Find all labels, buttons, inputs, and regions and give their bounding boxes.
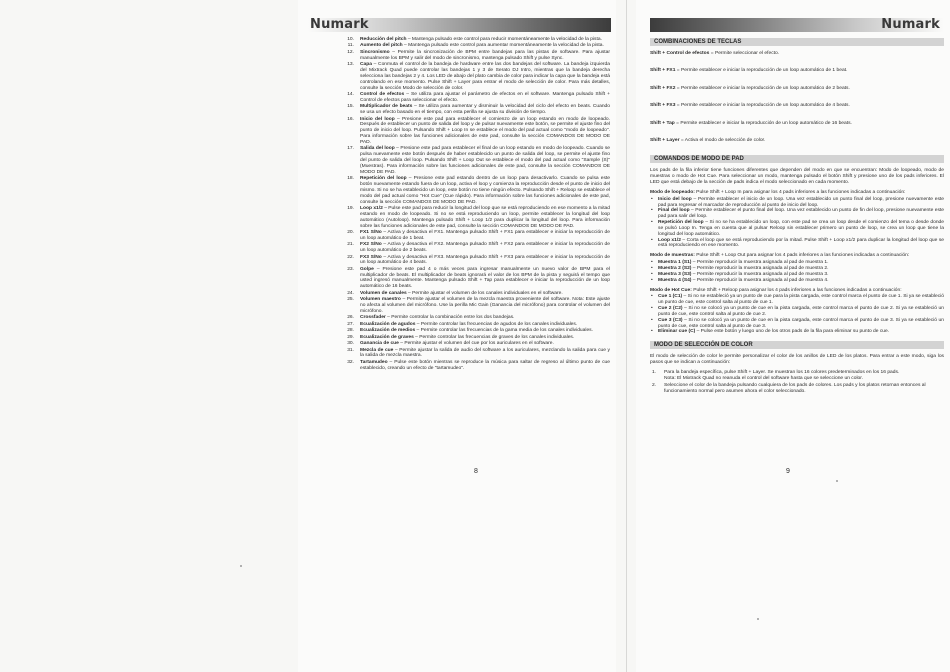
control-item bbox=[338, 37, 610, 43]
pad-function-text: – Permite reproducir la muestra asignada al pad de muestra 2. bbox=[691, 266, 829, 271]
pad-mode-name: Modo de Hot Cue: bbox=[650, 287, 692, 293]
item-title: Ganancia de cue bbox=[360, 341, 399, 347]
item-number: 27. bbox=[347, 321, 354, 327]
item-number: 26. bbox=[347, 315, 354, 321]
right-page bbox=[636, 0, 950, 672]
key-combo-row bbox=[650, 103, 944, 109]
item-text: – Presione este pad para establecer el final de un loop estando en modo de loopeado. Cuando se pulsa nuevamente este botón después de haber establecido un punto de salida del loop, se permite el ajuste fino del punto de salida del loop. Pulsando Shift + Loop Out se establece el modo del pad actual como "Sample (S)" (Muestras). Para información sobre las funciones adicionales de este pad, consulte la sección COMANDOS DE MODO DE PAD. bbox=[360, 146, 610, 175]
section-heading-combos: COMBINACIONES DE TECLAS bbox=[650, 38, 944, 46]
pad-function-text: – Corta el loop que se está reproduciendo por la mitad. Pulse Shift + Loop x1/2 para duplicar la longitud del loop que se está reproduciendo en ese momento. bbox=[658, 237, 945, 249]
page-number: 9 bbox=[786, 468, 790, 475]
item-number: 20. bbox=[347, 229, 354, 235]
pad-function-bullet bbox=[650, 208, 944, 220]
key-combo-text: = Permite establecer e iniciar la reproducción de un loop automático de 2 beats. bbox=[675, 85, 850, 91]
control-item bbox=[338, 315, 610, 321]
item-title: Volumen maestro bbox=[360, 297, 401, 303]
pad-function-name: Eliminar cue (C) bbox=[658, 329, 696, 335]
bullet-icon: • bbox=[651, 329, 653, 335]
pad-function-name: Repetición del loop bbox=[658, 220, 704, 226]
pad-function-text: – Si no se colocó ya un punto de cue en la pista cargada, este control marca el punto de cue 3. Si ya se estableció un punto de cue, este control salta al punto de cue 3. bbox=[658, 317, 944, 329]
bullet-icon: • bbox=[651, 277, 653, 283]
control-item bbox=[338, 341, 610, 347]
bullet-icon: • bbox=[651, 266, 653, 271]
item-title: Multiplicador de beats bbox=[360, 104, 413, 110]
key-combo-keys: Shift + Control de efectos bbox=[650, 51, 710, 56]
bullet-icon: • bbox=[651, 294, 653, 300]
control-item bbox=[338, 146, 610, 175]
control-item bbox=[338, 62, 610, 91]
item-text: – Activa y desactiva el FX3. Mantenga pulsado Shift + FX3 para establecer e iniciar la reproducción de un loop automático de 4 beats. bbox=[360, 254, 610, 266]
pad-function-text: – Permite reproducir la muestra asignada al pad de muestra 1. bbox=[691, 260, 829, 266]
control-item bbox=[338, 50, 610, 62]
key-combo-row bbox=[650, 121, 944, 127]
paper-speck bbox=[836, 480, 838, 482]
control-descriptions-list bbox=[338, 37, 610, 372]
pad-mode-lead bbox=[650, 288, 944, 294]
pad-function-bullet bbox=[650, 294, 944, 306]
item-title: Crossfader bbox=[360, 315, 386, 321]
item-number: 14. bbox=[347, 91, 354, 97]
pad-function-bullet bbox=[650, 318, 944, 330]
item-title: Mezcla de cue bbox=[360, 347, 394, 353]
item-title: Repetición del loop bbox=[360, 176, 407, 182]
step-note: Nota: El Mixtrack Quad no reanuda el control del software hasta que se seleccione un color. bbox=[664, 375, 863, 381]
item-number: 21. bbox=[347, 242, 354, 248]
bullet-icon: • bbox=[651, 196, 653, 202]
pad-function-name: Inicio del loop bbox=[658, 196, 692, 202]
item-text: – Permite la sincronización de BPM entre bandejas para las pistas de software. Para ajustar manualmente los BPM y salir del modo de sincronismo, mantenga pulsado Shift y pulse Sync. bbox=[360, 49, 610, 61]
item-title: FX3 S/No bbox=[360, 254, 382, 260]
key-combo-text: = Permite establecer e iniciar la reproducción de un loop automático de 16 beats. bbox=[674, 120, 852, 126]
color-step bbox=[650, 370, 944, 382]
item-text: – Permite controlar las frecuencias de graves de los canales individuales. bbox=[413, 334, 575, 340]
page-header-bar bbox=[650, 18, 944, 32]
pad-function-text: – Permite reproducir la muestra asignada al pad de muestra 3. bbox=[691, 271, 829, 277]
bullet-icon: • bbox=[651, 220, 653, 226]
pad-modes-block bbox=[650, 190, 944, 335]
key-combo-text: = Permite establecer e iniciar la reproducción de un loop automático de 4 beats. bbox=[675, 103, 850, 109]
pad-function-name: Loop x1/2 bbox=[658, 237, 681, 243]
item-number: 31. bbox=[347, 347, 354, 353]
pad-function-bullet bbox=[650, 329, 944, 335]
key-combo-keys: Shift + FX1 bbox=[650, 68, 676, 74]
item-text: – Pulse este pad para reducir la longitud del loop que se está reproduciendo en ese momento a la mitad estando en modo de loopeado. Si no se está reproduciendo un loop, permite establecer la longitud del loop automático (Autoloop). Mantenga pulsado Shift + Loop 1/2 para duplicar la longitud del loop. Para información sobre las funciones adicionales de este pad, consulte la sección COMANDOS DE MODO DE PAD. bbox=[360, 205, 610, 229]
item-number: 11. bbox=[347, 43, 354, 49]
item-number: 32. bbox=[347, 359, 354, 365]
item-text: – Permite controlar las frecuencias de la gama media de los canales individuales. bbox=[415, 328, 593, 334]
item-text: – Conmuta el control de la bandeja de hardware entre las dos bandejas del software. La bandeja izquierda del Mixtrack Quad puede controlar las bandejas 1 y 3 de Serato DJ Intro, mientras que la bandeja derecha selecciona las bandejas 2 y 4. Los LED de abajo del plato cambia de color para indicar la capa que la bandeja está controlando en ese momento. Pulse Shift + Layer para entrar el modo de selección de color. Para más detalles, consulte la sección Modo de selección de color. bbox=[360, 62, 610, 91]
bullet-icon: • bbox=[651, 260, 653, 266]
control-item bbox=[338, 328, 610, 334]
item-number: 19. bbox=[347, 205, 354, 211]
item-title: Ecualización de medios bbox=[360, 328, 416, 334]
item-text: – Activa y desactiva el FX1. Mantenga pulsado Shift + FX1 para establecer e iniciar la reproducción de un loop automático de 1 beat. bbox=[360, 229, 610, 241]
pad-mode-lead bbox=[650, 253, 944, 259]
item-number: 22. bbox=[347, 254, 354, 260]
control-item bbox=[338, 92, 610, 104]
color-step bbox=[650, 383, 944, 395]
item-text: – Se utiliza para aumentar y disminuir la velocidad del ciclo del efecto en beats. Cuando se usa un efecto basado en el tiempo, con esta perilla se ajusta su división de tiempo. bbox=[360, 104, 610, 116]
control-item bbox=[338, 176, 610, 205]
pad-function-text: – Permite establecer el punto final del loop. Una vez establecido un punto de fin del loop, presione nuevamente este pad para salir del loop. bbox=[658, 208, 944, 220]
item-title: Salida del loop bbox=[360, 146, 395, 152]
item-text: – Permite ajustar el volumen de los canales individuales en el software. bbox=[406, 290, 563, 296]
bullet-icon: • bbox=[651, 271, 653, 277]
item-title: Ecualización de agudos bbox=[360, 321, 416, 327]
section-heading-pad-modes: COMANDOS DE MODO DE PAD bbox=[650, 155, 944, 163]
pad-function-text: – Si no se estableció ya un punto de cue para la pista cargada, este control marca el punto de cue 1. Si ya se estableció un punto de cue, este control salta al punto de cue 1. bbox=[658, 294, 944, 306]
control-item bbox=[338, 360, 610, 372]
item-title: Control de efectos bbox=[360, 91, 405, 97]
control-item bbox=[338, 117, 610, 146]
item-text: – Mantenga pulsado este control para reducir momentáneamente la velocidad de la pista. bbox=[406, 37, 602, 42]
key-combo-keys: Shift + FX3 bbox=[650, 103, 676, 109]
pad-function-text: – Permite reproducir la muestra asignada al pad de muestra 4. bbox=[691, 277, 829, 283]
item-title: Volumen de canales bbox=[360, 290, 407, 296]
key-combo-text: = Permite establecer e iniciar la reproducción de un loop automático de 1 beat. bbox=[675, 68, 848, 74]
left-page bbox=[298, 0, 616, 672]
item-number: 16. bbox=[347, 116, 354, 122]
control-item bbox=[338, 335, 610, 341]
pad-function-text: – Pulse este botón y luego uno de los otros pads de la fila para eliminar su punto de cue. bbox=[695, 329, 890, 335]
page-header-bar bbox=[308, 18, 611, 32]
item-number: 25. bbox=[347, 297, 354, 303]
color-intro-paragraph: El modo de selección de color le permite personalizar el color de los anillos de LED de los platos. Para entrar a este modo, siga los pasos que se indican a continuación: bbox=[650, 354, 944, 366]
item-text: – Permite ajustar el volumen de la mezcla maestra proveniente del software. Nota: Este ajuste no afecta al volumen del micrófono. Use la perilla Mic Gain (Ganancia del micrófono) para controlar el volumen del micrófono. bbox=[360, 297, 610, 314]
item-number: 23. bbox=[347, 266, 354, 272]
step-text: Seleccione el color de la bandeja pulsando cualquiera de los pads de colores. Los pads y los platos retornan entonces al funcionamiento normal pero asumen ahora el color seleccionado. bbox=[664, 382, 926, 394]
item-text: – Permite controlar la combinación entre los dos bandejas. bbox=[385, 315, 515, 321]
item-title: FX1 S/No bbox=[360, 229, 382, 235]
pad-mode-text: Pulse Shift + Loop Out para asignar los 4 pads inferiores a las funciones indicadas a continuación: bbox=[694, 253, 910, 259]
brand-logo: Numark bbox=[881, 17, 940, 32]
item-title: Tartamudeo bbox=[360, 359, 388, 365]
key-combo-row bbox=[650, 138, 944, 144]
step-text: Para la bandeja específica, pulse Shift + Layer. Se muestran los 16 colores predeterminados en los 16 pads. bbox=[664, 369, 900, 375]
item-text: – Se utiliza para ajustar el parámetro de efectos en el software. Mantenga pulsado Shift + Control de efectos para seleccionar el efecto. bbox=[360, 91, 610, 103]
key-combo-list bbox=[650, 51, 944, 144]
control-item bbox=[338, 230, 610, 242]
pad-intro-paragraph: Los pads de la fila inferior tiene funciones diferentes que dependen del modo en que se encuentran: Modo de loopeado, modo de muestras o modo de Hot Cue. Para seleccionar un modo, mantenga pulsado el botón Shift y presione uno de los pads inferiores. El LED que está debajo de la sección de pads indica el modo seleccionado en cada momento. bbox=[650, 168, 944, 186]
key-combo-keys: Shift + Layer bbox=[650, 137, 680, 143]
bullet-icon: • bbox=[651, 208, 653, 214]
pad-function-text: – Permite establecer el inicio de un loop. Una vez establecido un punto final del loop, presione nuevamente este pad para regresar el marcador de reproducción al punto de inicio del loop. bbox=[658, 196, 944, 208]
step-number: 1. bbox=[652, 369, 657, 375]
pad-function-bullet bbox=[650, 278, 944, 284]
section-heading-color-mode: MODO DE SELECCIÓN DE COLOR bbox=[650, 341, 944, 349]
brand-logo: Numark bbox=[310, 17, 369, 32]
pad-function-text: – Si no se colocó ya un punto de cue en la pista cargada, este control marca el punto de cue 2. Si ya se estableció un punto de cue, este control salta al punto de cue 2. bbox=[658, 306, 944, 317]
pad-function-name: Muestra 4 (S4) bbox=[658, 277, 692, 283]
pad-function-name: Final del loop bbox=[658, 208, 690, 214]
item-text: – Permite controlar las frecuencias de agudos de los canales individuales. bbox=[415, 321, 578, 327]
paper-speck bbox=[757, 618, 759, 620]
page-gutter bbox=[626, 0, 627, 672]
key-combo-keys: Shift + FX2 bbox=[650, 85, 676, 91]
pad-function-name: Cue 3 (C3) bbox=[658, 317, 683, 323]
bullet-icon: • bbox=[651, 306, 653, 312]
item-title: Aumento del pitch bbox=[360, 43, 403, 49]
paper-speck bbox=[240, 565, 242, 567]
pad-function-name: Muestra 2 (S2) bbox=[658, 266, 692, 271]
control-item bbox=[338, 242, 610, 254]
bullet-icon: • bbox=[651, 237, 653, 243]
item-number: 28. bbox=[347, 328, 354, 334]
item-title: Reducción del pitch bbox=[360, 37, 407, 42]
pad-function-name: Muestra 3 (S3) bbox=[658, 271, 692, 277]
pad-mode-lead bbox=[650, 190, 944, 196]
pad-mode-name: Modo de loopeado: bbox=[650, 189, 695, 195]
pad-function-bullet bbox=[650, 306, 944, 318]
item-text: – Activa y desactiva el FX2. Mantenga pulsado Shift + FX2 para establecer e iniciar la reproducción de un loop automático de 2 beats. bbox=[360, 242, 610, 254]
control-item bbox=[338, 43, 610, 49]
item-text: – Presione este pad estando dentro de un loop para desactivarlo. Cuando se pulsa este botón nuevamente estando fuera de un loop, activa el loop y comienza la reproducción desde el punto de inicio del mismo. Si no se ha establecido un loop, este botón no tiene ningún efecto. Pulsando Shift + Reloop se establece el modo del pad actual como "Hot Cue" (Cue rápido). Para información sobre las funciones adicionales de este pad, consulte la sección COMANDOS DE MODO DE PAD. bbox=[360, 176, 611, 205]
right-content bbox=[650, 38, 944, 395]
item-title: Loop x1/2 bbox=[360, 205, 383, 211]
pad-function-text: – Si no se ha establecido un loop, con este pad se crea un loop desde el comienzo del tema o desde donde se pulsó Loop In. Tenga en cuenta que al pulsar Reloop sin establecer primero un punto de loop, se crea un loop que tiene la longitud del loop automático. bbox=[658, 220, 944, 237]
step-number: 2. bbox=[652, 382, 657, 388]
item-number: 12. bbox=[347, 49, 354, 55]
item-number: 18. bbox=[347, 176, 354, 182]
item-number: 13. bbox=[347, 62, 354, 68]
control-item bbox=[338, 104, 610, 116]
control-item bbox=[338, 255, 610, 267]
item-number: 17. bbox=[347, 146, 354, 152]
item-number: 15. bbox=[347, 104, 354, 110]
item-text: – Mantenga pulsado este control para aumentar momentáneamente la velocidad de la pista. bbox=[402, 43, 604, 49]
item-number: 24. bbox=[347, 290, 354, 296]
item-title: Ecualización de graves bbox=[360, 334, 414, 340]
control-item bbox=[338, 348, 610, 360]
pad-mode-text: Pulse Shift + Loop In para asignar los 4 pads inferiores a las funciones indicadas a continuación: bbox=[694, 189, 906, 195]
pad-function-bullet bbox=[650, 220, 944, 238]
pad-function-name: Cue 2 (C2) bbox=[658, 306, 683, 312]
control-item bbox=[338, 322, 610, 328]
control-item bbox=[338, 297, 610, 315]
item-title: Golpe bbox=[360, 266, 374, 272]
item-title: Capa bbox=[360, 62, 372, 68]
pad-mode-name: Modo de muestras: bbox=[650, 253, 695, 259]
key-combo-keys: Shift + Tap bbox=[650, 120, 675, 126]
key-combo-row bbox=[650, 86, 944, 92]
control-item bbox=[338, 291, 610, 297]
key-combo-text: = Activa el modo de selección de color. bbox=[679, 137, 766, 143]
item-number: 29. bbox=[347, 334, 354, 340]
bullet-icon: • bbox=[651, 317, 653, 323]
control-item bbox=[338, 267, 610, 290]
item-text: – Presione este pad 4 o más veces para ingresar manualmente un nuevo valor de BPM para el multiplicador de beats. El multiplicador de beats ignorará el valor de los BPM de la pista y seguirá el tempo que usted ingresó manualmente. Mantenga pulsado Shift + Tap para establecer e iniciar la reproducción de un loop automático de 16 beats. bbox=[360, 266, 610, 290]
color-steps-list bbox=[650, 370, 944, 394]
page-number: 8 bbox=[474, 468, 478, 475]
control-item bbox=[338, 206, 610, 229]
key-combo-row bbox=[650, 68, 944, 74]
pad-mode-text: Pulse Shift + Reloop para asignar los 4 pads inferiores a las funciones indicadas a continuación: bbox=[691, 287, 902, 293]
item-title: Inicio del loop bbox=[360, 116, 395, 122]
item-text: – Permite ajustar el volumen del cue por los auriculares en el software. bbox=[398, 341, 554, 347]
pad-function-bullet bbox=[650, 197, 944, 209]
pad-function-name: Cue 1 (C1) bbox=[658, 294, 683, 300]
item-text: – Pulse este botón mientras se reproduce la música para saltar de regreso al último punto de cue establecido, creando un efecto de "tartamudeo". bbox=[360, 359, 610, 371]
item-text: – Presione este pad para establecer el comienzo de un loop estando en modo de loopeado. Después de establecer un punto de salida del loop y de pulsar nuevamente este botón, se permite el ajuste fino del punto de inicio del loop. Pulsando Shift + Loop In se establece el modo del pad actual como "modo de loopeado". Para información sobre las funciones adicionales de este pad, consulte la sección COMANDOS DE MODO DE PAD. bbox=[360, 116, 610, 145]
item-text: – Permite ajustar la salida de audio del software a los auriculares, mezclando la salida para cue y la salida de mezcla maestra. bbox=[360, 347, 610, 359]
item-title: Sincronismo bbox=[360, 49, 390, 55]
item-number: 10. bbox=[347, 37, 354, 42]
item-title: FX2 S/No bbox=[360, 242, 382, 248]
pad-function-bullet bbox=[650, 238, 944, 250]
item-number: 30. bbox=[347, 341, 354, 347]
key-combo-row bbox=[650, 51, 944, 57]
key-combo-text: = Permite seleccionar el efecto. bbox=[709, 51, 780, 56]
pad-function-name: Muestra 1 (S1) bbox=[658, 260, 692, 266]
